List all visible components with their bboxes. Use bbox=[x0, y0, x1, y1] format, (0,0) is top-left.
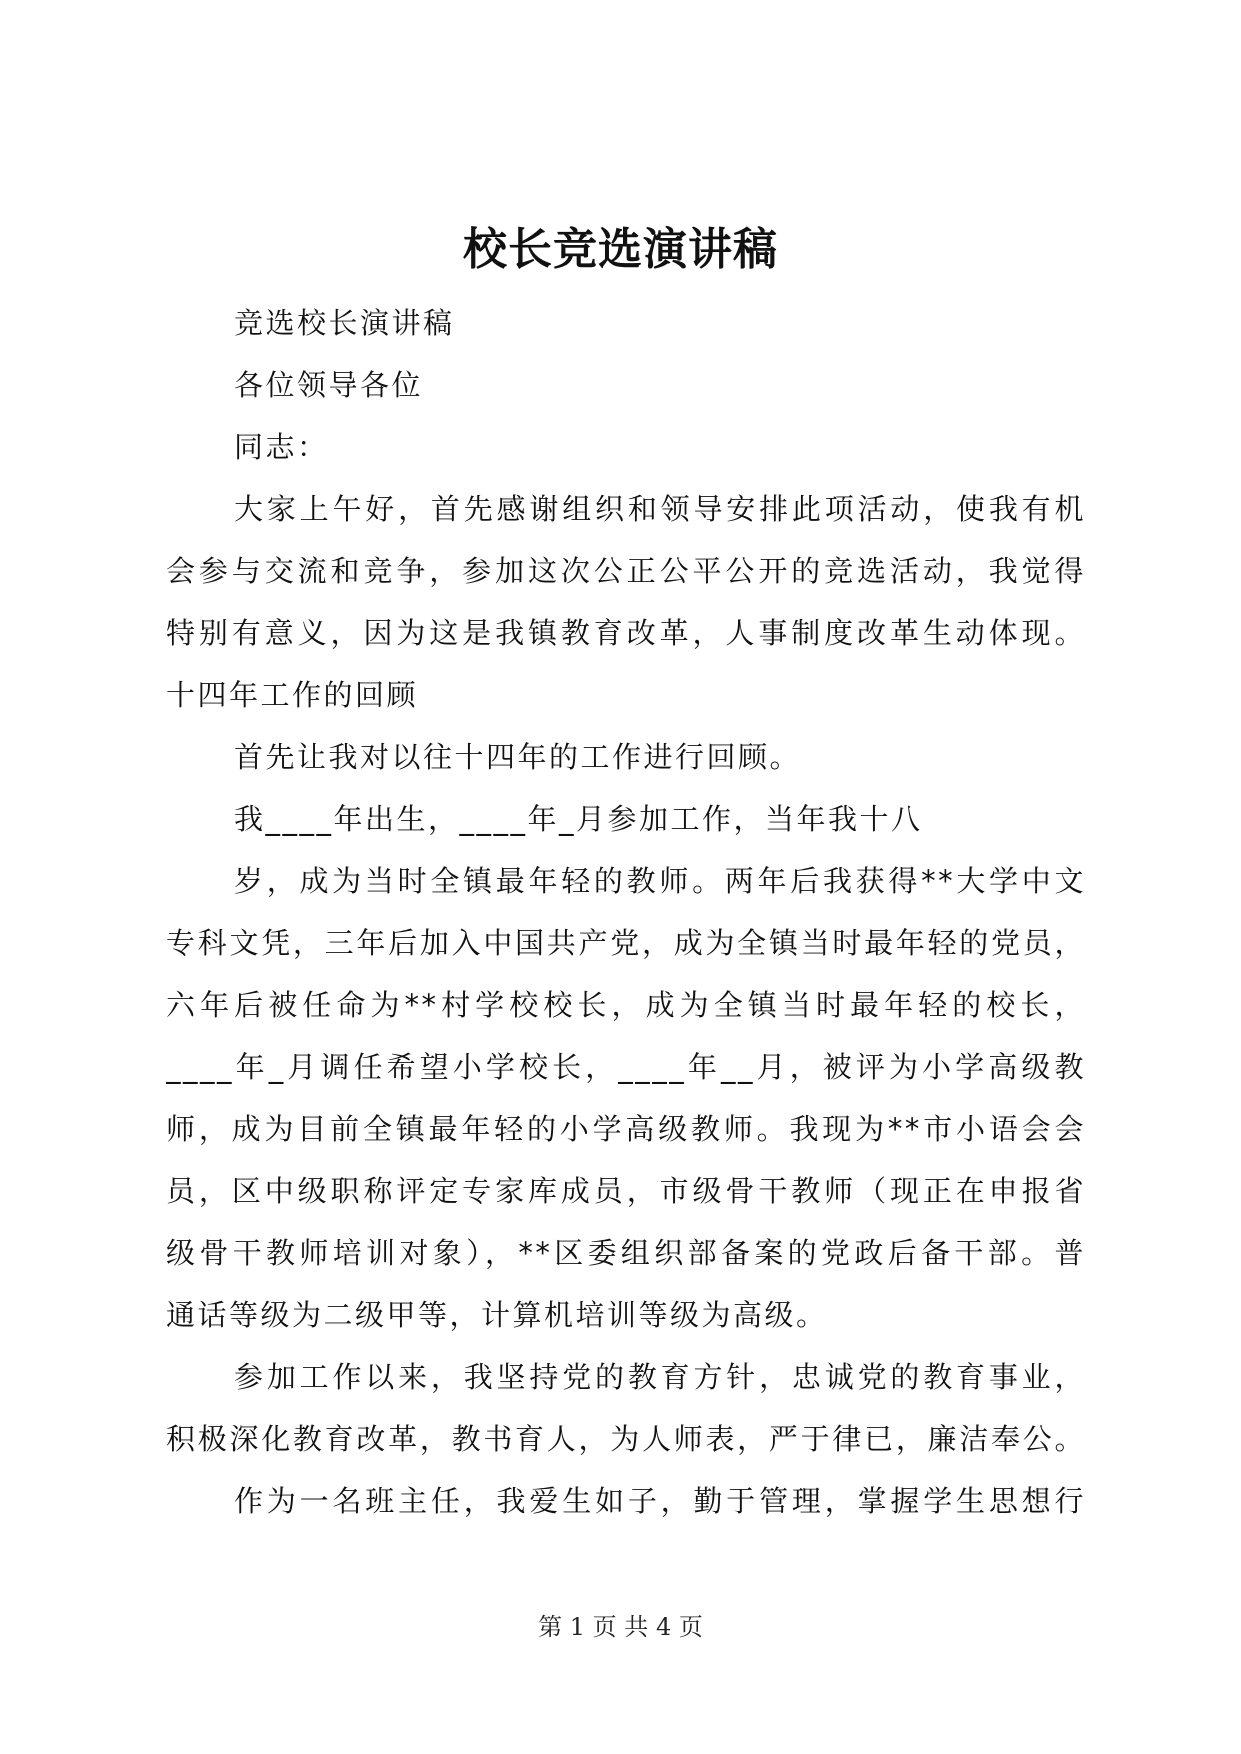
body-line: ____年_月调任希望小学校长，____年__月，被评为小学高级教 bbox=[166, 1050, 1086, 1084]
body-line: 通话等级为二级甲等，计算机培训等级为高级。 bbox=[166, 1298, 828, 1332]
body-line: 作为一名班主任，我爱生如子，勤于管理，掌握学生思想行 bbox=[234, 1484, 1086, 1518]
body-line: 积极深化教育改革，教书育人，为人师表，严于律已，廉洁奉公。 bbox=[166, 1422, 1086, 1456]
body-line: 同志： bbox=[234, 430, 329, 464]
document-title: 校长竞选演讲稿 bbox=[463, 224, 778, 275]
body-line: 各位领导各位 bbox=[234, 368, 424, 402]
body-line: 员，区中级职称评定专家库成员，市级骨干教师（现正在申报省 bbox=[166, 1174, 1086, 1208]
body-line: 特别有意义，因为这是我镇教育改革，人事制度改革生动体现。 bbox=[166, 616, 1086, 650]
body-line: 十四年工作的回顾 bbox=[166, 678, 419, 712]
body-line: 我____年出生，____年_月参加工作，当年我十八 bbox=[234, 802, 923, 836]
body-line: 首先让我对以往十四年的工作进行回顾。 bbox=[234, 740, 802, 774]
body-line: 级骨干教师培训对象），**区委组织部备案的党政后备干部。普 bbox=[166, 1236, 1086, 1270]
body-line: 六年后被任命为**村学校校长，成为全镇当时最年轻的校长， bbox=[166, 988, 1086, 1022]
page-footer: 第 1 页 共 4 页 bbox=[538, 1613, 703, 1641]
body-line: 会参与交流和竞争，参加这次公正公平公开的竞选活动，我觉得 bbox=[166, 554, 1086, 588]
document-body bbox=[166, 292, 1086, 1532]
body-line: 专科文凭，三年后加入中国共产党，成为全镇当时最年轻的党员， bbox=[166, 926, 1086, 960]
body-line: 岁，成为当时全镇最年轻的教师。两年后我获得**大学中文 bbox=[234, 864, 1086, 898]
body-line: 大家上午好，首先感谢组织和领导安排此项活动，使我有机 bbox=[234, 492, 1086, 526]
body-line: 师，成为目前全镇最年轻的小学高级教师。我现为**市小语会会 bbox=[166, 1112, 1086, 1146]
body-line: 竞选校长演讲稿 bbox=[234, 306, 455, 340]
body-line: 参加工作以来，我坚持党的教育方针，忠诚党的教育事业， bbox=[234, 1360, 1086, 1394]
